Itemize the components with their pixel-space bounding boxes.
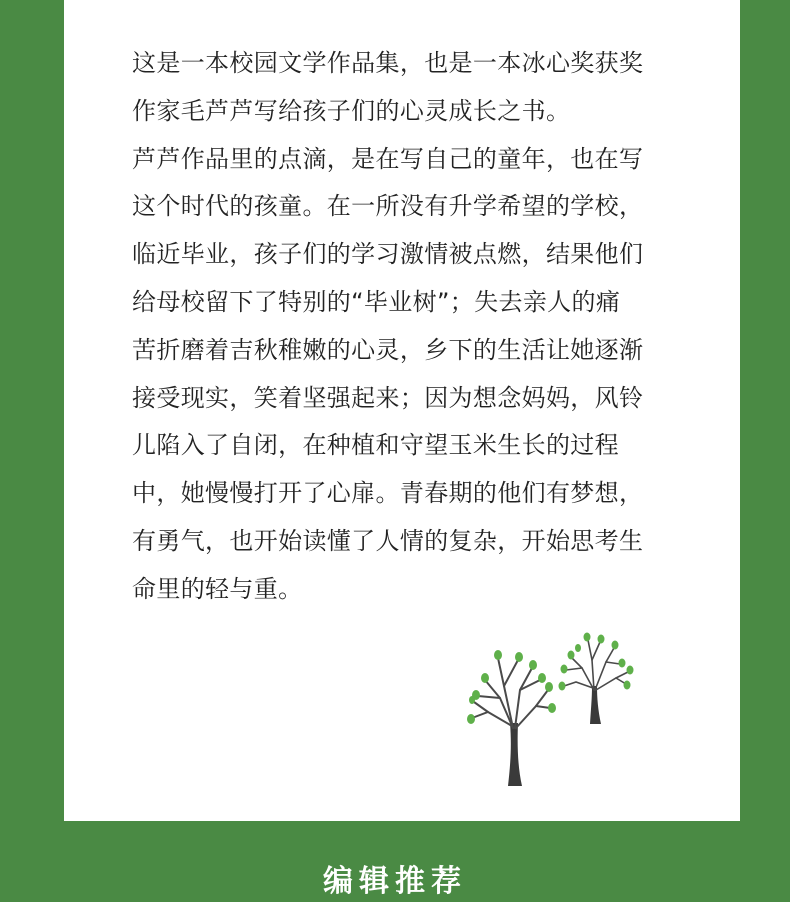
paragraph-line: 这个时代的孩童。在一所没有升学希望的学校， bbox=[132, 192, 644, 221]
intro-paragraph bbox=[132, 40, 692, 614]
paragraph-line: 苦折磨着吉秋稚嫩的心灵，乡下的生活让她逐渐 bbox=[132, 335, 644, 364]
paragraph-line: 中，她慢慢打开了心扉。青春期的他们有梦想， bbox=[132, 479, 644, 508]
two-trees-icon bbox=[460, 628, 640, 793]
paragraph-line: 命里的轻与重。 bbox=[132, 574, 303, 603]
paragraph-line: 临近毕业，孩子们的学习激情被点燃，结果他们 bbox=[132, 240, 644, 269]
paragraph-line: 芦芦作品里的点滴，是在写自己的童年，也在写 bbox=[132, 144, 644, 173]
paragraph-line: 有勇气，也开始读懂了人情的复杂，开始思考生 bbox=[132, 526, 644, 555]
paragraph-line: 作家毛芦芦写给孩子们的心灵成长之书。 bbox=[132, 96, 571, 125]
paragraph-line: 这是一本校园文学作品集，也是一本冰心奖获奖 bbox=[132, 49, 644, 77]
paragraph-line: 给母校留下了特别的“毕业树”；失去亲人的痛 bbox=[132, 287, 621, 316]
paragraph-line: 儿陷入了自闭，在种植和守望玉米生长的过程 bbox=[132, 431, 619, 460]
section-title: 编辑推荐 bbox=[323, 864, 467, 899]
paragraph-line: 接受现实，笑着坚强起来；因为想念妈妈，风铃 bbox=[132, 383, 644, 412]
